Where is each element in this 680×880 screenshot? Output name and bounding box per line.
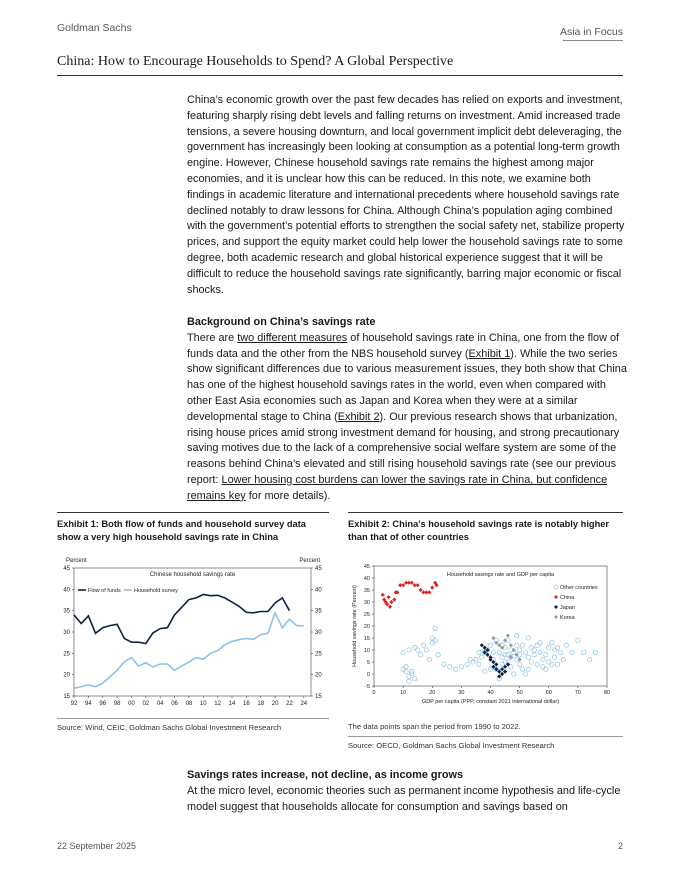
y-tick-label: 10 <box>363 648 370 654</box>
y-tick-label-left: 45 <box>63 566 70 572</box>
legend-swatch <box>554 595 558 599</box>
point-other-countries <box>436 653 440 657</box>
point-other-countries <box>407 674 411 678</box>
legend-entry: Household survey <box>134 588 179 594</box>
point-other-countries <box>500 655 504 659</box>
section-heading: Savings rates increase, not decline, as income grows <box>187 769 464 781</box>
x-tick-label: 04 <box>156 701 164 707</box>
section-background <box>187 315 627 505</box>
link-exhibit-1[interactable]: Exhibit 1 <box>468 347 511 360</box>
x-tick-label: 12 <box>214 701 221 707</box>
point-other-countries <box>480 655 484 659</box>
point-other-countries <box>430 641 434 645</box>
y-tick-label: 40 <box>363 576 370 582</box>
x-tick-label: 16 <box>243 701 250 707</box>
point-japan <box>497 674 501 678</box>
point-other-countries <box>430 636 434 640</box>
point-japan <box>497 670 501 674</box>
x-tick-label: 24 <box>300 701 308 707</box>
exhibit2-top-rule <box>348 512 623 513</box>
point-other-countries <box>407 679 411 683</box>
point-other-countries <box>523 672 527 676</box>
x-tick-label: 14 <box>228 701 236 707</box>
x-axis-label: GDP per capita (PPP, constant 2021 international dollar) <box>421 699 560 705</box>
point-other-countries <box>482 669 486 673</box>
point-other-countries <box>526 667 530 671</box>
y-tick-label: 0 <box>366 672 370 678</box>
point-other-countries <box>582 650 586 654</box>
legend-swatch <box>554 605 558 609</box>
point-korea <box>491 636 495 640</box>
intro-text: China’s economic growth over the past few decades has relied on exports and investment, featuring sharply rising debt levels and falling returns on investment. Amid increased trade tensions, a severe housing downturn, and local government implicit debt deleveraging, the government has increasingly been looking at consumption as a potential long-term growth engine. However, Chinese household savings rate remains the highest among major economies, and it is unclear how this can be reduced. In this note, we examine both findings in academic literature and international precedents where household savings rate declined notably to draw lessons for China. Although China’s population aging combined with the government’s potential efforts to strengthen the social safety net, stabilize property prices, and support the equity market could help lower the household savings rate to some degree, both academic research and global historical experience suggest that it will be difficult to reduce the household savings rate significantly, barring major economic or fiscal shocks. <box>187 94 625 296</box>
point-other-countries <box>433 626 437 630</box>
y-tick-label-right: 20 <box>315 672 322 679</box>
point-other-countries <box>520 667 524 671</box>
point-other-countries <box>552 648 556 652</box>
point-other-countries <box>427 657 431 661</box>
x-tick-label: 94 <box>85 701 92 707</box>
point-other-countries <box>529 660 533 664</box>
point-other-countries <box>541 657 545 661</box>
point-other-countries <box>488 643 492 647</box>
x-tick-label: 98 <box>113 701 121 707</box>
point-china <box>416 583 420 587</box>
text-run: for more details). <box>245 489 331 502</box>
point-other-countries <box>477 650 481 654</box>
point-other-countries <box>547 645 551 649</box>
point-china <box>381 593 385 597</box>
point-other-countries <box>515 633 519 637</box>
point-japan <box>491 660 495 664</box>
point-korea <box>494 641 498 645</box>
y-tick-label-right: 25 <box>315 651 322 658</box>
point-china <box>419 588 423 592</box>
y-axis-label: Household savings rate (Percent) <box>352 585 358 667</box>
point-other-countries <box>526 636 530 640</box>
x-tick-label: 18 <box>257 701 265 707</box>
point-other-countries <box>555 662 559 666</box>
y-tick-label: 20 <box>363 624 370 630</box>
point-other-countries <box>465 662 469 666</box>
x-tick-label: 50 <box>516 690 523 696</box>
point-other-countries <box>506 653 510 657</box>
point-other-countries <box>407 648 411 652</box>
point-other-countries <box>491 650 495 654</box>
exhibit2-note: The data points span the period from 1990 to 2022. <box>348 722 521 731</box>
y-tick-label: 30 <box>363 600 370 606</box>
y-tick-label-left: 15 <box>63 694 70 700</box>
point-japan <box>503 665 507 669</box>
point-japan <box>500 672 504 676</box>
y-axis-label-right: Percent <box>299 558 320 564</box>
point-other-countries <box>570 650 574 654</box>
point-other-countries <box>535 662 539 666</box>
point-japan <box>491 665 495 669</box>
y-tick-label: 15 <box>363 636 370 642</box>
point-other-countries <box>523 650 527 654</box>
link-two-measures[interactable]: two different measures <box>237 331 348 344</box>
text-run: ). Our previous research shows that urbanization, rising house prices amid strong investment demand for housing, and strong precautionary saving motives due to the lack of a comprehensive social welfare system are some of the reasons behind China’s elevated and still rising household savings rate (see our previous report: <box>187 410 620 486</box>
legend-entry: China <box>560 595 575 601</box>
point-other-countries <box>544 667 548 671</box>
point-china <box>410 581 414 585</box>
y-tick-label-left: 25 <box>63 651 70 658</box>
x-tick-label: 80 <box>603 690 611 696</box>
y-tick-label-right: 45 <box>315 566 322 572</box>
legend-swatch <box>554 585 558 589</box>
point-japan <box>503 670 507 674</box>
point-other-countries <box>515 643 519 647</box>
point-other-countries <box>547 660 551 664</box>
x-tick-label: 96 <box>99 701 107 707</box>
point-other-countries <box>576 638 580 642</box>
y-tick-label: -5 <box>365 684 370 690</box>
y-tick-label-right: 15 <box>315 694 322 700</box>
section-paragraph <box>187 331 627 505</box>
text-run: There are <box>187 331 238 344</box>
point-other-countries <box>564 643 568 647</box>
x-tick-label: 70 <box>574 690 581 696</box>
point-other-countries <box>593 650 597 654</box>
chart-title: Chinese household savings rate <box>149 572 236 578</box>
exhibit2-chart <box>348 560 623 710</box>
text-run: ). While the two series show significant differences due to various measurement issues, they both show that China has one of the highest household savings rates in the world, even when compared with other East Asia economies such as Japan and Korea when they were at a similar developmental stage to China ( <box>187 347 627 423</box>
x-tick-label: 22 <box>286 701 293 707</box>
exhibit1-source: Source: Wind, CEIC, Goldman Sachs Global Investment Research <box>57 723 282 732</box>
point-japan <box>506 662 510 666</box>
point-other-countries <box>517 662 521 666</box>
exhibit1-chart <box>57 552 329 712</box>
point-other-countries <box>558 650 562 654</box>
point-other-countries <box>401 650 405 654</box>
point-other-countries <box>549 662 553 666</box>
point-china <box>401 583 405 587</box>
point-other-countries <box>488 667 492 671</box>
x-tick-label: 02 <box>142 701 150 707</box>
y-tick-label-right: 40 <box>315 587 322 594</box>
brand-name: Goldman Sachs <box>57 22 132 34</box>
point-other-countries <box>538 641 542 645</box>
title-rule <box>57 75 623 76</box>
x-tick-label: 06 <box>171 701 178 707</box>
x-tick-label: 20 <box>429 690 436 696</box>
point-other-countries <box>512 672 516 676</box>
point-other-countries <box>401 667 405 671</box>
point-other-countries <box>520 643 524 647</box>
point-japan <box>480 643 484 647</box>
y-tick-label-left: 30 <box>63 630 70 636</box>
point-china <box>392 598 396 602</box>
point-other-countries <box>561 657 565 661</box>
point-other-countries <box>413 645 417 649</box>
x-tick-label: 92 <box>70 701 78 707</box>
x-tick-label: 08 <box>185 701 193 707</box>
footer-date: 22 September 2025 <box>57 841 137 851</box>
chart-title: Household savings rate and GDP per capita <box>446 572 555 578</box>
y-tick-label-left: 40 <box>63 587 70 594</box>
x-tick-label: 0 <box>372 690 376 696</box>
point-other-countries <box>424 648 428 652</box>
point-other-countries <box>509 665 513 669</box>
x-tick-label: 00 <box>128 701 135 707</box>
point-other-countries <box>555 645 559 649</box>
point-japan <box>483 646 487 650</box>
point-other-countries <box>421 643 425 647</box>
point-other-countries <box>415 648 419 652</box>
point-other-countries <box>517 648 521 652</box>
point-other-countries <box>526 655 530 659</box>
point-other-countries <box>474 657 478 661</box>
point-other-countries <box>497 650 501 654</box>
x-tick-label: 40 <box>487 690 494 696</box>
point-other-countries <box>471 660 475 664</box>
link-previous-report[interactable]: Lower housing cost burdens can lower the savings rate in China, but confidence remains key <box>187 473 608 502</box>
x-tick-label: 60 <box>545 690 552 696</box>
point-china <box>388 605 392 609</box>
point-other-countries <box>538 650 542 654</box>
y-tick-label-right: 30 <box>315 630 322 636</box>
page-number: 2 <box>617 841 623 851</box>
point-other-countries <box>500 662 504 666</box>
point-china <box>427 590 431 594</box>
y-tick-label: 35 <box>363 588 370 594</box>
point-korea <box>509 643 513 647</box>
exhibit2-title: Exhibit 2: China’s household savings rate is notably higher than that of other countries <box>348 519 610 542</box>
point-other-countries <box>433 638 437 642</box>
point-other-countries <box>544 653 548 657</box>
point-japan <box>485 653 489 657</box>
x-tick-label: 20 <box>271 701 279 707</box>
series-line-household-survey <box>74 613 304 689</box>
y-tick-label: 45 <box>363 564 370 570</box>
legend-swatch <box>554 615 558 619</box>
point-other-countries <box>532 648 536 652</box>
section-paragraph: At the micro level, economic theories such as permanent income hypothesis and life-cycle model suggest that households allocate for consumption and savings based on <box>187 784 621 813</box>
exhibit1-top-rule <box>57 512 329 513</box>
x-tick-label: 30 <box>458 690 465 696</box>
point-other-countries <box>418 653 422 657</box>
legend-entry: Flow of funds <box>88 588 121 594</box>
point-other-countries <box>541 665 545 669</box>
y-tick-label-left: 20 <box>63 672 70 679</box>
legend-entry: Other countries <box>560 585 598 591</box>
point-china <box>386 595 390 599</box>
point-other-countries <box>459 665 463 669</box>
point-other-countries <box>404 669 408 673</box>
exhibit2-source: Source: OECD, Goldman Sachs Global Investment Research <box>348 741 555 750</box>
section-income <box>187 768 627 815</box>
y-tick-label-left: 35 <box>63 608 70 615</box>
point-other-countries <box>413 677 417 681</box>
point-other-countries <box>453 667 457 671</box>
y-tick-label: 25 <box>363 612 370 618</box>
point-other-countries <box>468 657 472 661</box>
exhibit1-bottom-rule <box>57 718 329 719</box>
section-heading: Background on China’s savings rate <box>187 316 376 328</box>
point-other-countries <box>503 660 507 664</box>
series-name: Asia in Focus <box>559 26 623 38</box>
header-rule <box>563 40 623 41</box>
text-run: of household savings rate in China, one from the flow of funds data and the other from the NBS household survey ( <box>187 331 620 360</box>
point-other-countries <box>532 653 536 657</box>
point-other-countries <box>552 655 556 659</box>
legend-entry: Korea <box>560 615 575 621</box>
point-japan <box>500 667 504 671</box>
point-china <box>389 600 393 604</box>
exhibit2-bottom-rule <box>348 736 623 737</box>
y-axis-label-left: Percent <box>66 558 87 564</box>
intro-paragraph <box>187 93 627 298</box>
y-tick-label-right: 35 <box>315 608 322 615</box>
legend-entry: Japan <box>560 605 575 611</box>
point-china <box>430 586 434 590</box>
point-other-countries <box>404 665 408 669</box>
x-tick-label: 10 <box>199 701 207 707</box>
exhibit1-title: Exhibit 1: Both flow of funds and household survey data show a very high household savings rate in China <box>57 519 306 542</box>
page-title: China: How to Encourage Households to Spend? A Global Perspective <box>57 54 454 69</box>
point-other-countries <box>587 657 591 661</box>
x-tick-label: 10 <box>400 690 407 696</box>
point-japan <box>494 662 498 666</box>
point-other-countries <box>549 641 553 645</box>
point-other-countries <box>535 643 539 647</box>
point-other-countries <box>529 645 533 649</box>
point-korea <box>506 634 510 638</box>
link-exhibit-2[interactable]: Exhibit 2 <box>337 410 380 423</box>
point-other-countries <box>442 662 446 666</box>
y-tick-label: 5 <box>366 660 370 666</box>
point-other-countries <box>477 662 481 666</box>
point-other-countries <box>448 665 452 669</box>
